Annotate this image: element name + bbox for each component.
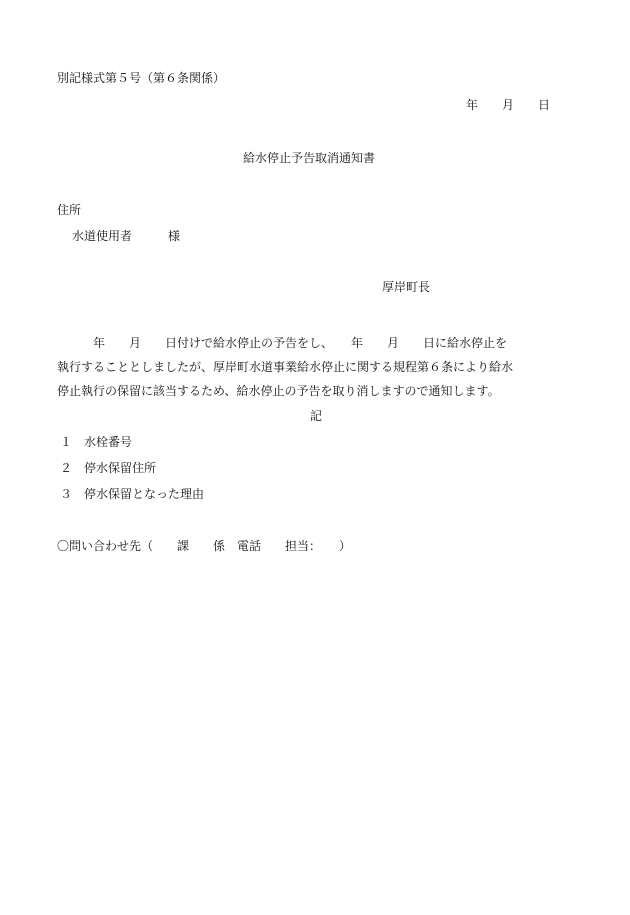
list-item: ２ 停水保留住所 <box>60 461 157 475</box>
contact-info: 〇問い合わせ先（ 課 係 電話 担当： ） <box>57 539 352 553</box>
sender-name: 厚岸町長 <box>382 280 431 294</box>
notice-body-line: 年 月 日付けで給水停止の予告をし、 年 月 日に給水停止を <box>57 336 508 350</box>
notice-body-line: 執行することとしましたが、厚岸町水道事業給水停止に関する規程第６条により給水 <box>57 360 514 374</box>
ki-heading: 記 <box>310 409 323 423</box>
document-title: 給水停止予告取消通知書 <box>243 151 376 165</box>
notice-body <box>57 331 583 403</box>
list-item: ３ 停水保留となった理由 <box>60 487 205 501</box>
form-number: 別記様式第５号（第６条関係） <box>57 71 226 85</box>
list-item: １ 水栓番号 <box>60 435 133 449</box>
address-label: 住所 <box>57 203 82 217</box>
recipient-line: 水道使用者 様 <box>72 229 181 243</box>
date-line: 年 月 日 <box>466 98 551 112</box>
notice-body-line: 停止執行の保留に該当するため、給水停止の予告を取り消しますので通知します。 <box>57 384 500 398</box>
